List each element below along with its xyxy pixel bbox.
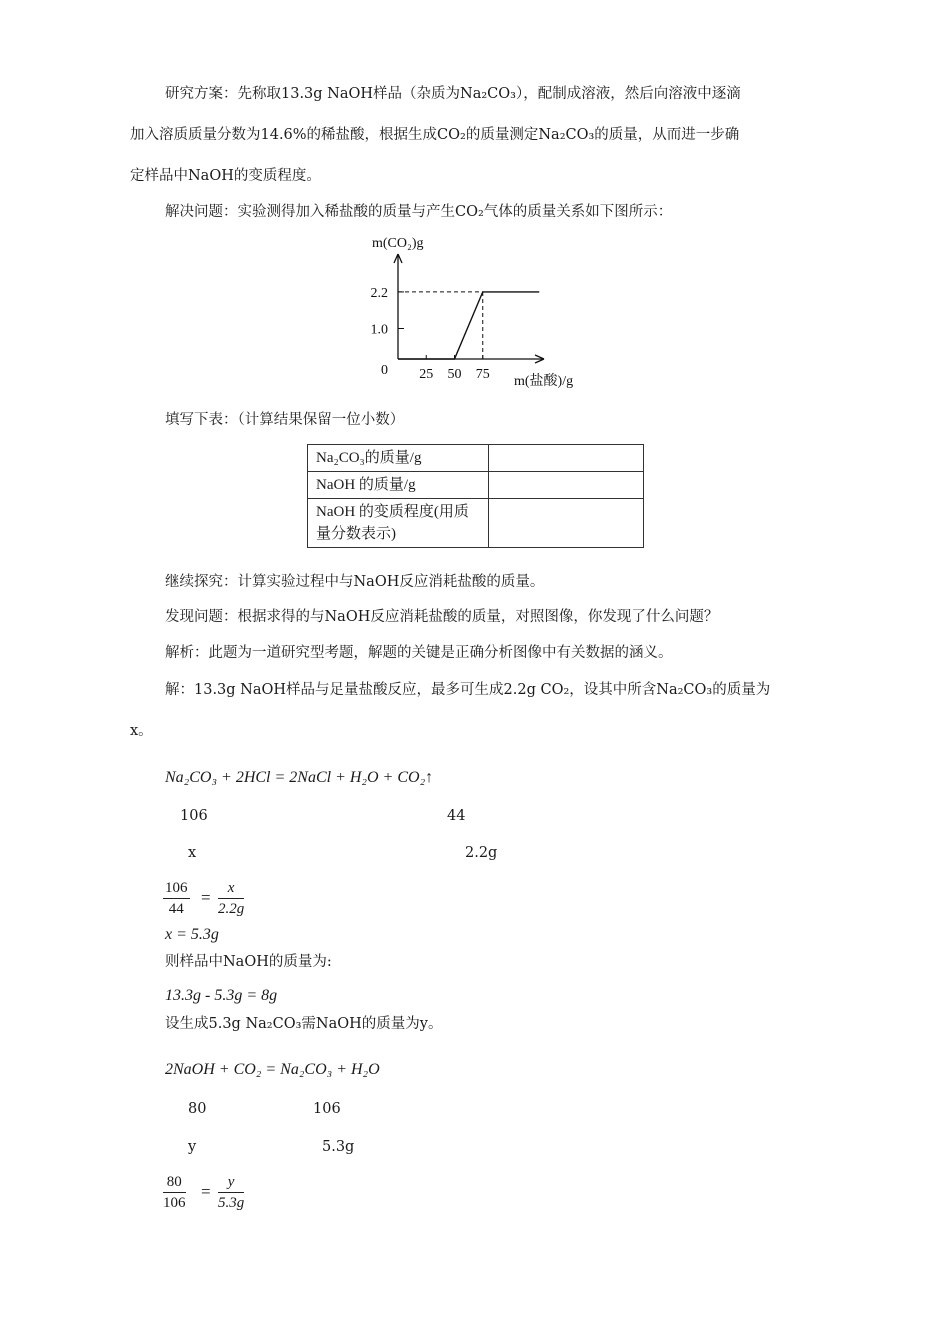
y-tick-label-1.0: 1.0 xyxy=(370,322,388,338)
equals-sign: = xyxy=(201,1182,211,1201)
y-tick-label-2.2: 2.2 xyxy=(370,285,388,301)
table-row xyxy=(308,472,644,499)
table-row xyxy=(308,445,644,472)
table-label-na2co3: Na₂CO₃的质量/g xyxy=(308,445,489,472)
table-value-na2co3[interactable] xyxy=(489,445,644,472)
fraction-numerator: 106 xyxy=(163,878,190,899)
fraction-denominator: 5.3g xyxy=(218,1195,245,1211)
co2-chart xyxy=(350,230,600,395)
results-table xyxy=(307,444,644,548)
mass-co2: 2.2g xyxy=(465,845,498,861)
let-y-text: 设生成5.3g Na₂CO₃需NaOH的质量为y。 xyxy=(165,1016,443,1032)
table-row xyxy=(308,499,644,548)
equation-2: 2NaOH + CO₂ = Na₂CO₃ + H₂O xyxy=(165,1061,380,1078)
result-x: x = 5.3g xyxy=(165,926,219,943)
intro-line-2: 加入溶质质量分数为14.6%的稀盐酸，根据生成CO₂的质量测定Na₂CO₃的质量，从而进一步确 xyxy=(130,127,740,143)
x-axis-label: m(盐酸)/g xyxy=(514,374,574,389)
var-y: y xyxy=(188,1139,197,1155)
discover-text: 发现问题：根据求得的与NaOH反应消耗盐酸的质量，对照图像，你发现了什么问题？ xyxy=(165,609,719,625)
x-tick-label-25: 25 xyxy=(419,367,434,382)
x-tick-label-75: 75 xyxy=(475,367,490,382)
intro-line-4: 解决问题：实验测得加入稀盐酸的质量与产生CO₂气体的质量关系如下图所示： xyxy=(165,204,673,220)
table-value-naoh[interactable] xyxy=(489,472,644,499)
continue-text: 继续探究：计算实验过程中与NaOH反应消耗盐酸的质量。 xyxy=(165,574,545,590)
var-x: x xyxy=(188,845,197,861)
fraction-numerator: x xyxy=(218,878,244,899)
fraction-denominator: 106 xyxy=(163,1195,186,1211)
table-label-naoh: NaOH 的质量/g xyxy=(308,472,489,499)
x-tick-label-50: 50 xyxy=(447,367,462,382)
mr-na2co3: 106 xyxy=(180,808,208,824)
table-value-degree[interactable] xyxy=(489,499,644,548)
analysis-text: 解析：此题为一道研究型考题，解题的关键是正确分析图像中有关数据的涵义。 xyxy=(165,645,673,661)
solution-line-1: 解：13.3g NaOH样品与足量盐酸反应，最多可生成2.2g CO₂，设其中所含Na₂CO₃的质量为 xyxy=(165,682,771,698)
mr-na2co3-2: 106 xyxy=(313,1101,341,1117)
fraction-80-106 xyxy=(163,1172,186,1213)
naoh-mass-intro: 则样品中NaOH的质量为: xyxy=(165,954,332,970)
series-line-CO2 xyxy=(398,292,539,359)
table-label-degree: NaOH 的变质程度(用质量分数表示) xyxy=(308,499,489,548)
fraction-106-44 xyxy=(163,878,190,919)
fraction-numerator: y xyxy=(218,1172,244,1193)
fraction-denominator: 2.2g xyxy=(218,901,245,917)
fraction-numerator: 80 xyxy=(163,1172,186,1193)
fraction-x-2.2g xyxy=(218,878,244,919)
mass-na2co3: 5.3g xyxy=(322,1139,355,1155)
naoh-mass-expression: 13.3g - 5.3g = 8g xyxy=(165,987,278,1004)
intro-line-3: 定样品中NaOH的变质程度。 xyxy=(130,168,321,184)
solution-line-2: x。 xyxy=(130,723,153,739)
equation-1: Na₂CO₃ + 2HCl = 2NaCl + H₂O + CO₂↑ xyxy=(165,769,434,786)
origin-label: 0 xyxy=(381,363,388,378)
fill-prompt: 填写下表：（计算结果保留一位小数） xyxy=(165,412,405,428)
fraction-denominator: 44 xyxy=(168,901,184,917)
intro-line-1: 研究方案：先称取13.3g NaOH样品（杂质为Na₂CO₃），配制成溶液，然后向溶液中逐滴 xyxy=(165,86,741,102)
mr-co2: 44 xyxy=(447,808,466,824)
y-axis-label: m(CO₂)g xyxy=(372,236,424,251)
fraction-y-5.3g xyxy=(218,1172,244,1213)
equals-sign: = xyxy=(201,888,211,907)
mr-naoh: 80 xyxy=(188,1101,207,1117)
